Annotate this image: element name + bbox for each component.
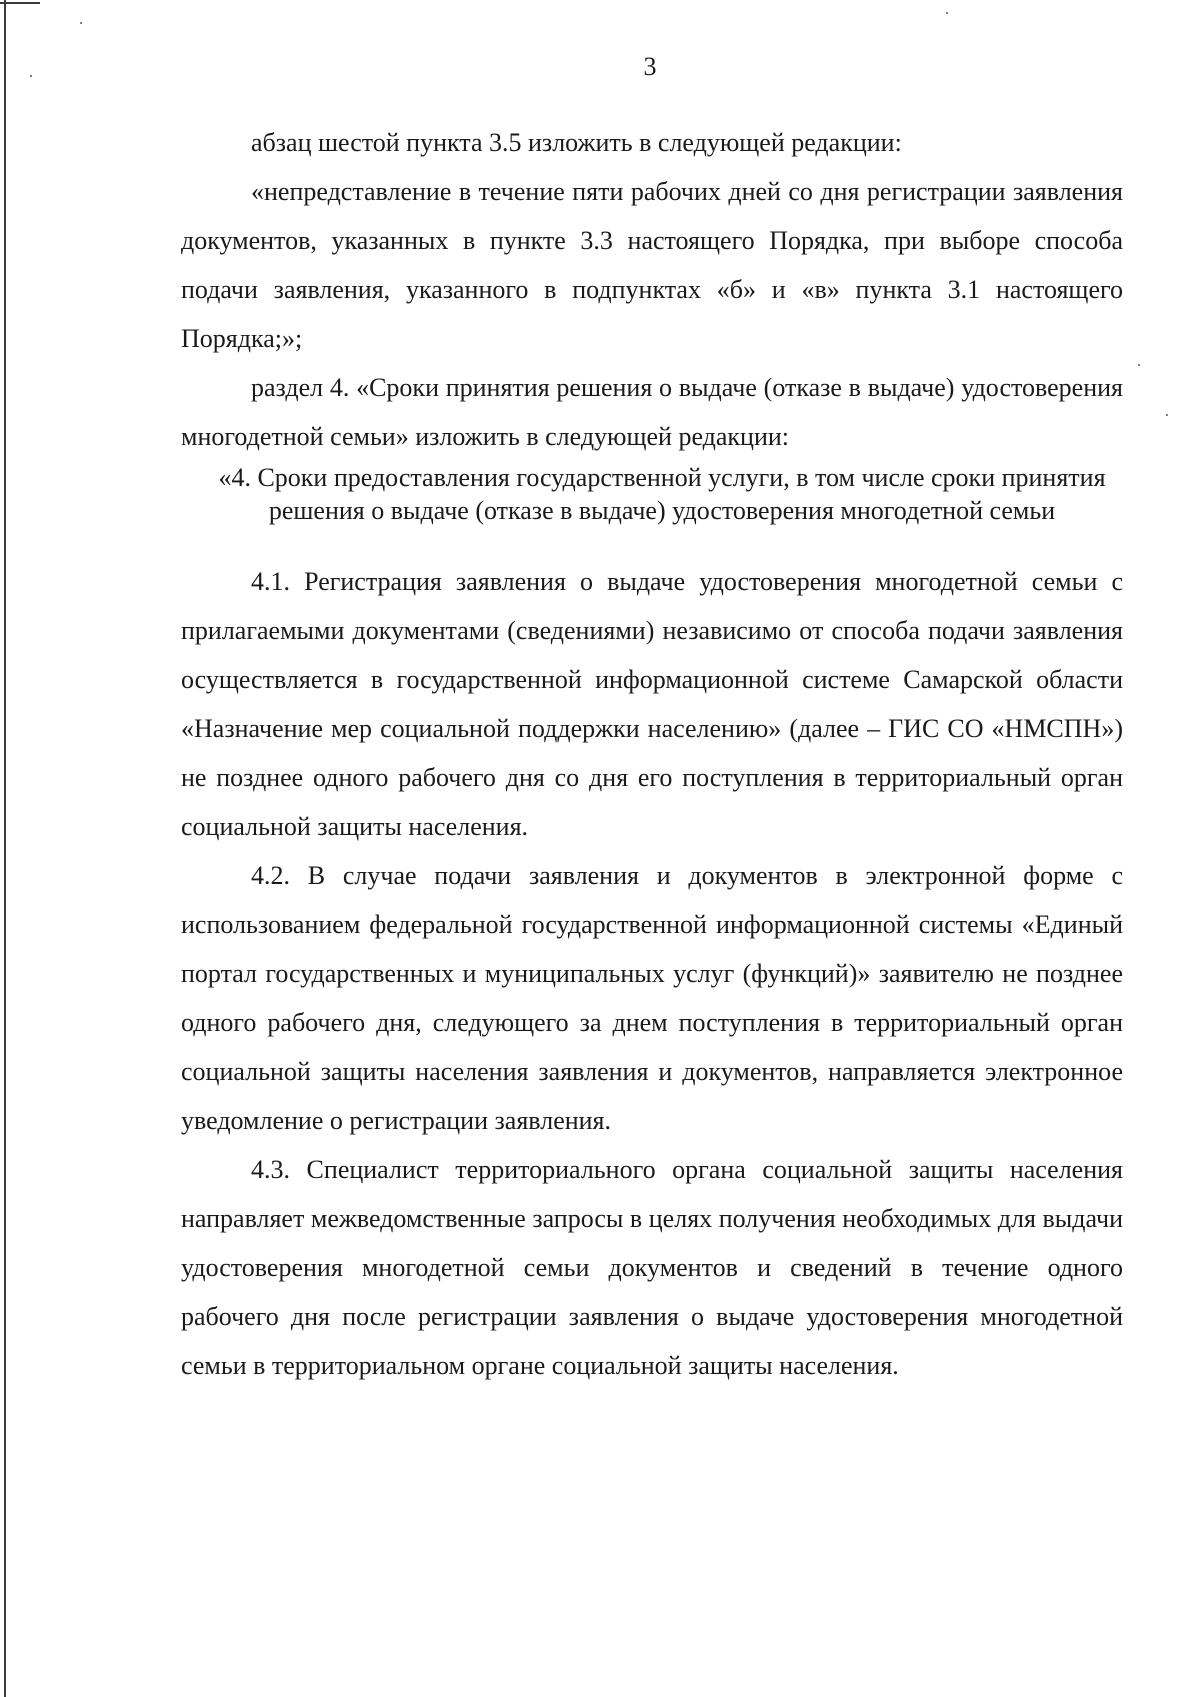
document-body <box>181 118 1123 1390</box>
paragraph: абзац шестой пункта 3.5 изложить в следующей редакции: <box>251 128 902 157</box>
paragraph: 4.3. Специалист территориального органа социальной защиты населения направляет межведомственные запросы в целях получения необходимых для выдачи удостоверения многодетной семьи документов и сведений в течение одного рабочего дня после регистрации заявления о выдаче удостоверения многодетной семьи в территориальном органе социальной защиты населения. <box>181 1155 1123 1380</box>
paragraph: 4.2. В случае подачи заявления и документов в электронной форме с использованием федеральной государственной информационной системы «Единый портал государственных и муниципальных услуг (функций)» заявителю не позднее одного рабочего дня, следующего за днем поступления в территориальный орган социальной защиты населения заявления и документов, направляется электронное уведомление о регистрации заявления. <box>181 861 1123 1135</box>
scan-top-mark <box>0 2 40 4</box>
paragraph: 4.1. Регистрация заявления о выдаче удостоверения многодетной семьи с прилагаемыми документами (сведениями) независимо от способа подачи заявления осуществляется в государственной информационной системе Самарской области «Назначение мер социальной поддержки населению» (далее – ГИС СО «НМСПН») не позднее одного рабочего дня со дня его поступления в территориальный орган социальной защиты населения. <box>181 567 1123 841</box>
paragraph: «непредставление в течение пяти рабочих дней со дня регистрации заявления документов, указанных в пункте 3.3 настоящего Порядка, при выборе способа подачи заявления, указанного в подпунктах «б» и «в» пункта 3.1 настоящего Порядка;»; <box>181 177 1123 353</box>
section-heading: «4. Сроки предоставления государственной услуги, в том числе сроки принятия решения о выдаче (отказе в выдаче) удостоверения многодетной семьи <box>218 463 1106 525</box>
page-number: 3 <box>643 52 657 81</box>
scan-speck <box>80 22 82 24</box>
scan-left-border <box>4 0 6 1697</box>
scan-speck <box>1138 364 1140 366</box>
scan-speck <box>946 12 948 14</box>
paragraph: раздел 4. «Сроки принятия решения о выдаче (отказе в выдаче) удостоверения многодетной семьи» изложить в следующей редакции: <box>181 373 1123 451</box>
scan-speck <box>1166 414 1168 416</box>
